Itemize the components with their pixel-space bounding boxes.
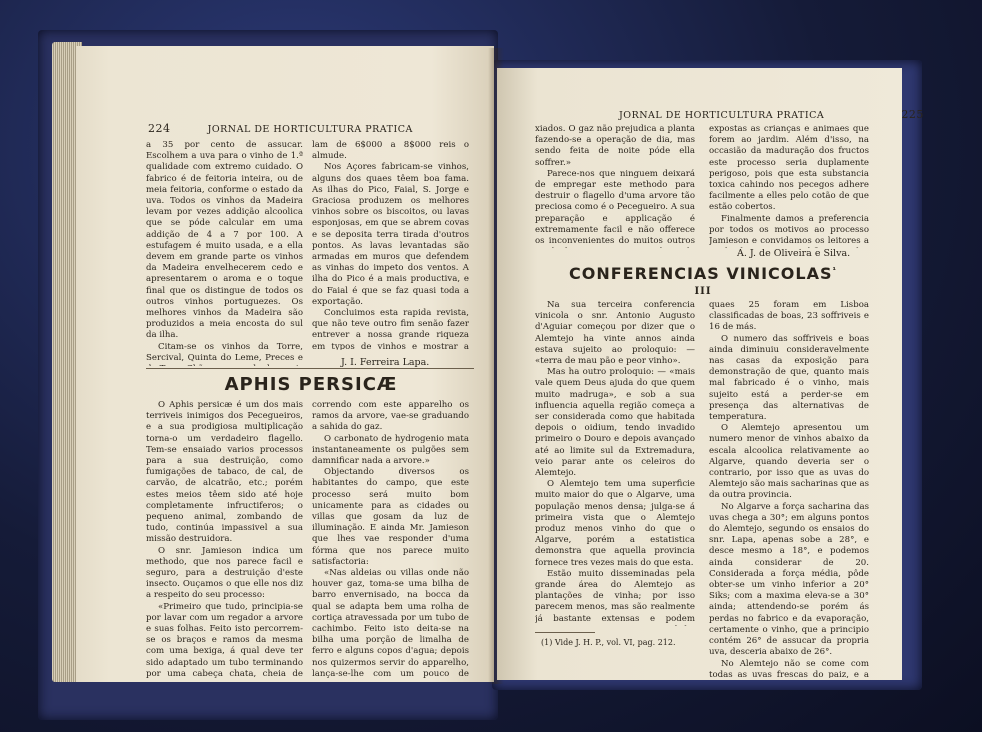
paragraph: O numero das soffriveis e boas ainda diminuiu consideravelmente nas casas da exposição para demonstração de que, quanto mais mal fabricado é o vinho, mais sujeito está a perder-se em presença das alternativas de temperatura. [709,333,869,423]
paragraph: O carbonato de hydrogenio mata instantaneamente os pulgões sem damnificar nada a arvore.» [312,433,469,467]
footnote-divider [535,632,595,633]
paragraph: O Alemtejo apresentou um numero menor de vinhos abaixo da escala alcoolica relativamente ao Algarve, quando deveria ser o contrario, por isso que as uvas do Alemtejo são mais sacharinas que as da outra provincia. [709,423,869,501]
right-article-title-text: CONFERENCIAS VINICOLAS [568,264,833,283]
paragraph: lam de 6$000 a 8$000 reis o almude. [312,140,469,162]
paragraph: O Aphis persicæ é um dos mais terriveis inimigos dos Pecegueiros, e a sua prodigiosa multiplicação torna-o um verdadeiro flagello. Tem-se ensaiado varios processos para a sua destruição, como fumigações de tabaco, de cal, de carvão, de alcatrão, etc.; porém estes meios têem sido até hoje completamente infructiferos; o pequeno animal, zombando de tudo, continúa impassivel a sua missão destruidora. [146,400,303,545]
left-signature: J. I. Ferreira Lapa. [341,357,430,368]
paragraph: Concluimos esta rapida revista, que não teve outro fim senão fazer entrever a nossa grande riqueza em typos de vinhos e mostrar a [312,308,469,350]
section-number: III [694,286,712,297]
paragraph: Objectando diversos os habitantes do campo, que este processo será muito bom unicamente para as cidades ou villas que gosam da luz de illuminação. E ainda Mr. Jamieson que lhes vae responder d'uma fórma que nos parece muito satisfactoria: [312,467,469,567]
left-page-header [148,122,413,135]
paragraph: O snr. Jamieson indica um methodo, que nos parece facil e seguro, para a destruição d'este insecto. Ouçamos o que elle nos diz a respeito do seu processo: [146,545,303,601]
right-page-number: 225 [901,108,924,121]
paragraph: Mas ha outro proloquio: — «mais vale quem Deus ajuda do que quem muito madruga», e sob a sua influencia aquella região começa a ser considerada como que habitada depois o oidium, tendo invadido primeiro o Douro e depois avançado até ao limite sul da Extremadura, veio parar ante os celeiros do Alemtejo. [535,367,695,479]
paragraph: a 35 por cento de assucar. Escolhem a uva para o vinho de 1.ª qualidade com extremo cuidado. O fabrico é de feitoria inteira, ou de meia feitoria, conforme o estado da uva. Todos os vinhos da Madeira levam por vezes addição alcoolica que se póde calcular em uma addição de 4 a 7 por 100. A estufagem é muito usada, e a ella devem em grande parte os vinhos da Madeira envelhecerem cedo e apresentarem o aroma e o toque final que os distingue de todos os outros vinhos portuguezes. Os melhores vinhos da Madeira são produzidos a meia encosta do sul da ilha. [146,140,303,341]
right-signature: A. J. de Oliveira e Silva. [737,248,851,259]
paragraph: Estão muito disseminadas pela grande área do Alemtejo as plantações de vinha; por isso parecem menos, mas são realmente já bastante extensas e podem [535,568,695,624]
paragraph: «Nas aldeias ou villas onde não houver gaz, toma-se uma bilha de barro envernisado, na bocca da qual se adapta bem uma rolha de cortiça atravessada por um tubo de cachimbo. Feito isto deita-se na bilha uma porção de limalha de ferro e alguns copos d'agua; depois nos quizermos servir do apparelho, lança-se-lhe com um pouco de [312,568,469,679]
paragraph: Nos Açores fabricam-se vinhos, alguns dos quaes têem boa fama. As ilhas do Pico, Faial, S. Jorge e Graciosa produzem os melhores vinhos sobre os biscoitos, ou lavas esponjosas, em que se abrem covas e se deposita terra tirada d'outros pontos. As lavas levantadas são armadas em muros que defendem as vinhas do impeto dos ventos. A ilha do Pico é a mais productiva, e do Faial é que se faz quasi toda a exportação. [312,162,469,307]
paragraph: O Alemtejo tem uma superficie muito maior do que o Algarve, uma população menos densa; julga-se á primeira vista que o Alemtejo produz menos vinho do que o Algarve, porém a estatistica demonstra que aquella provincia fornece tres vezes mais do que esta. [535,479,695,568]
right-page [497,68,924,680]
left-page-number: 224 [148,122,171,135]
paragraph: Parece-nos que ninguem deixará de empregar este methodo para destruir o flagello d'uma arvore tão preciosa como é o Pecegueiro. A sua preparação e applicação é extremamente facil e não offerece os inconvenientes do muitos outros [535,168,695,247]
paragraph: No Alemtejo não se come com todas as uvas frescas do paiz, e a [709,658,869,678]
paragraph: Citam-se os vinhos da Torre, Sercival, Quinta do Leme, Preces e [146,341,303,363]
right-article-title [537,264,869,283]
left-running-head: JORNAL DE HORTICULTURA PRATICA [207,124,413,135]
paragraph: Na sua terceira conferencia vinicola o snr. Antonio Augusto d'Aguiar começou por dizer que o Alemtejo ha vinte annos ainda estava sujeito ao proloquio: — «terra de mau pão e peor vinho». [535,300,695,367]
left-col1-top [146,140,303,366]
paragraph: expostas as crianças e animaes que forem ao jardim. Além d'isso, na occasião da maduração dos fructos este processo seria duplamente perigoso, pois que esta substancia toxica cahindo nos pecegos adhere facilmente a elles pelo cotão de que estão cobertos. [709,124,869,213]
divider [146,368,474,369]
paragraph: «Primeiro que tudo, principia-se por lavar com um regador a arvore e suas folhas. Feito isto percorrem-se os braços e ramos da mesma com uma bexiga, á qual deve ter sido adaptado um tubo terminando por uma cabeça chata, cheia de [146,601,303,679]
right-col1-bottom [535,300,695,626]
right-col1-top [535,124,695,248]
right-col2-bottom [709,300,869,678]
left-article-title: APHIS PERSICÆ [224,374,398,395]
paragraph: xiados. O gaz não prejudica a planta fazendo-se a operação de dia, mas sendo feita de noite póde ella soffrer.» [535,124,695,168]
left-page [76,46,494,682]
paragraph: quaes 25 foram em Lisboa classificadas de boas, 23 soffriveis e 16 de más. [709,300,869,333]
right-running-head: JORNAL DE HORTICULTURA PRATICA [619,110,825,121]
footnote: (1) Vide J. H. P., vol. VI, pag. 212. [541,638,676,647]
left-col2-bottom [312,400,469,680]
footnote-marker: ¹ [832,265,838,275]
right-col2-top [709,124,869,248]
paragraph: No Algarve a força sacharina das uvas chega a 30°; em alguns pontos do Alemtejo, segundo os ensaios do snr. Lapa, apenas sobe a 28°, e desce mesmo a 18°, e podemos ainda considerar de 20. Considerada a força média, pôde obter-se um vinho inferior a 20° Siks; com a maxima eleva-se a 30° ainda; attendendo-se porém ás perdas no fabrico e da evaporação, certamente o vinho, que a principio contém 26° de assucar da propria uva, desceria abaixo de 26°. [709,501,869,658]
left-col1-bottom [146,400,303,680]
paragraph: correndo com este apparelho os ramos da arvore, vae-se graduando a sahida do gaz. [312,400,469,433]
right-page-header [619,108,924,121]
paragraph: Finalmente damos a preferencia por todos os motivos ao processo Jamieson e convidamos os leitores a [709,213,869,247]
left-col2-top [312,140,469,350]
